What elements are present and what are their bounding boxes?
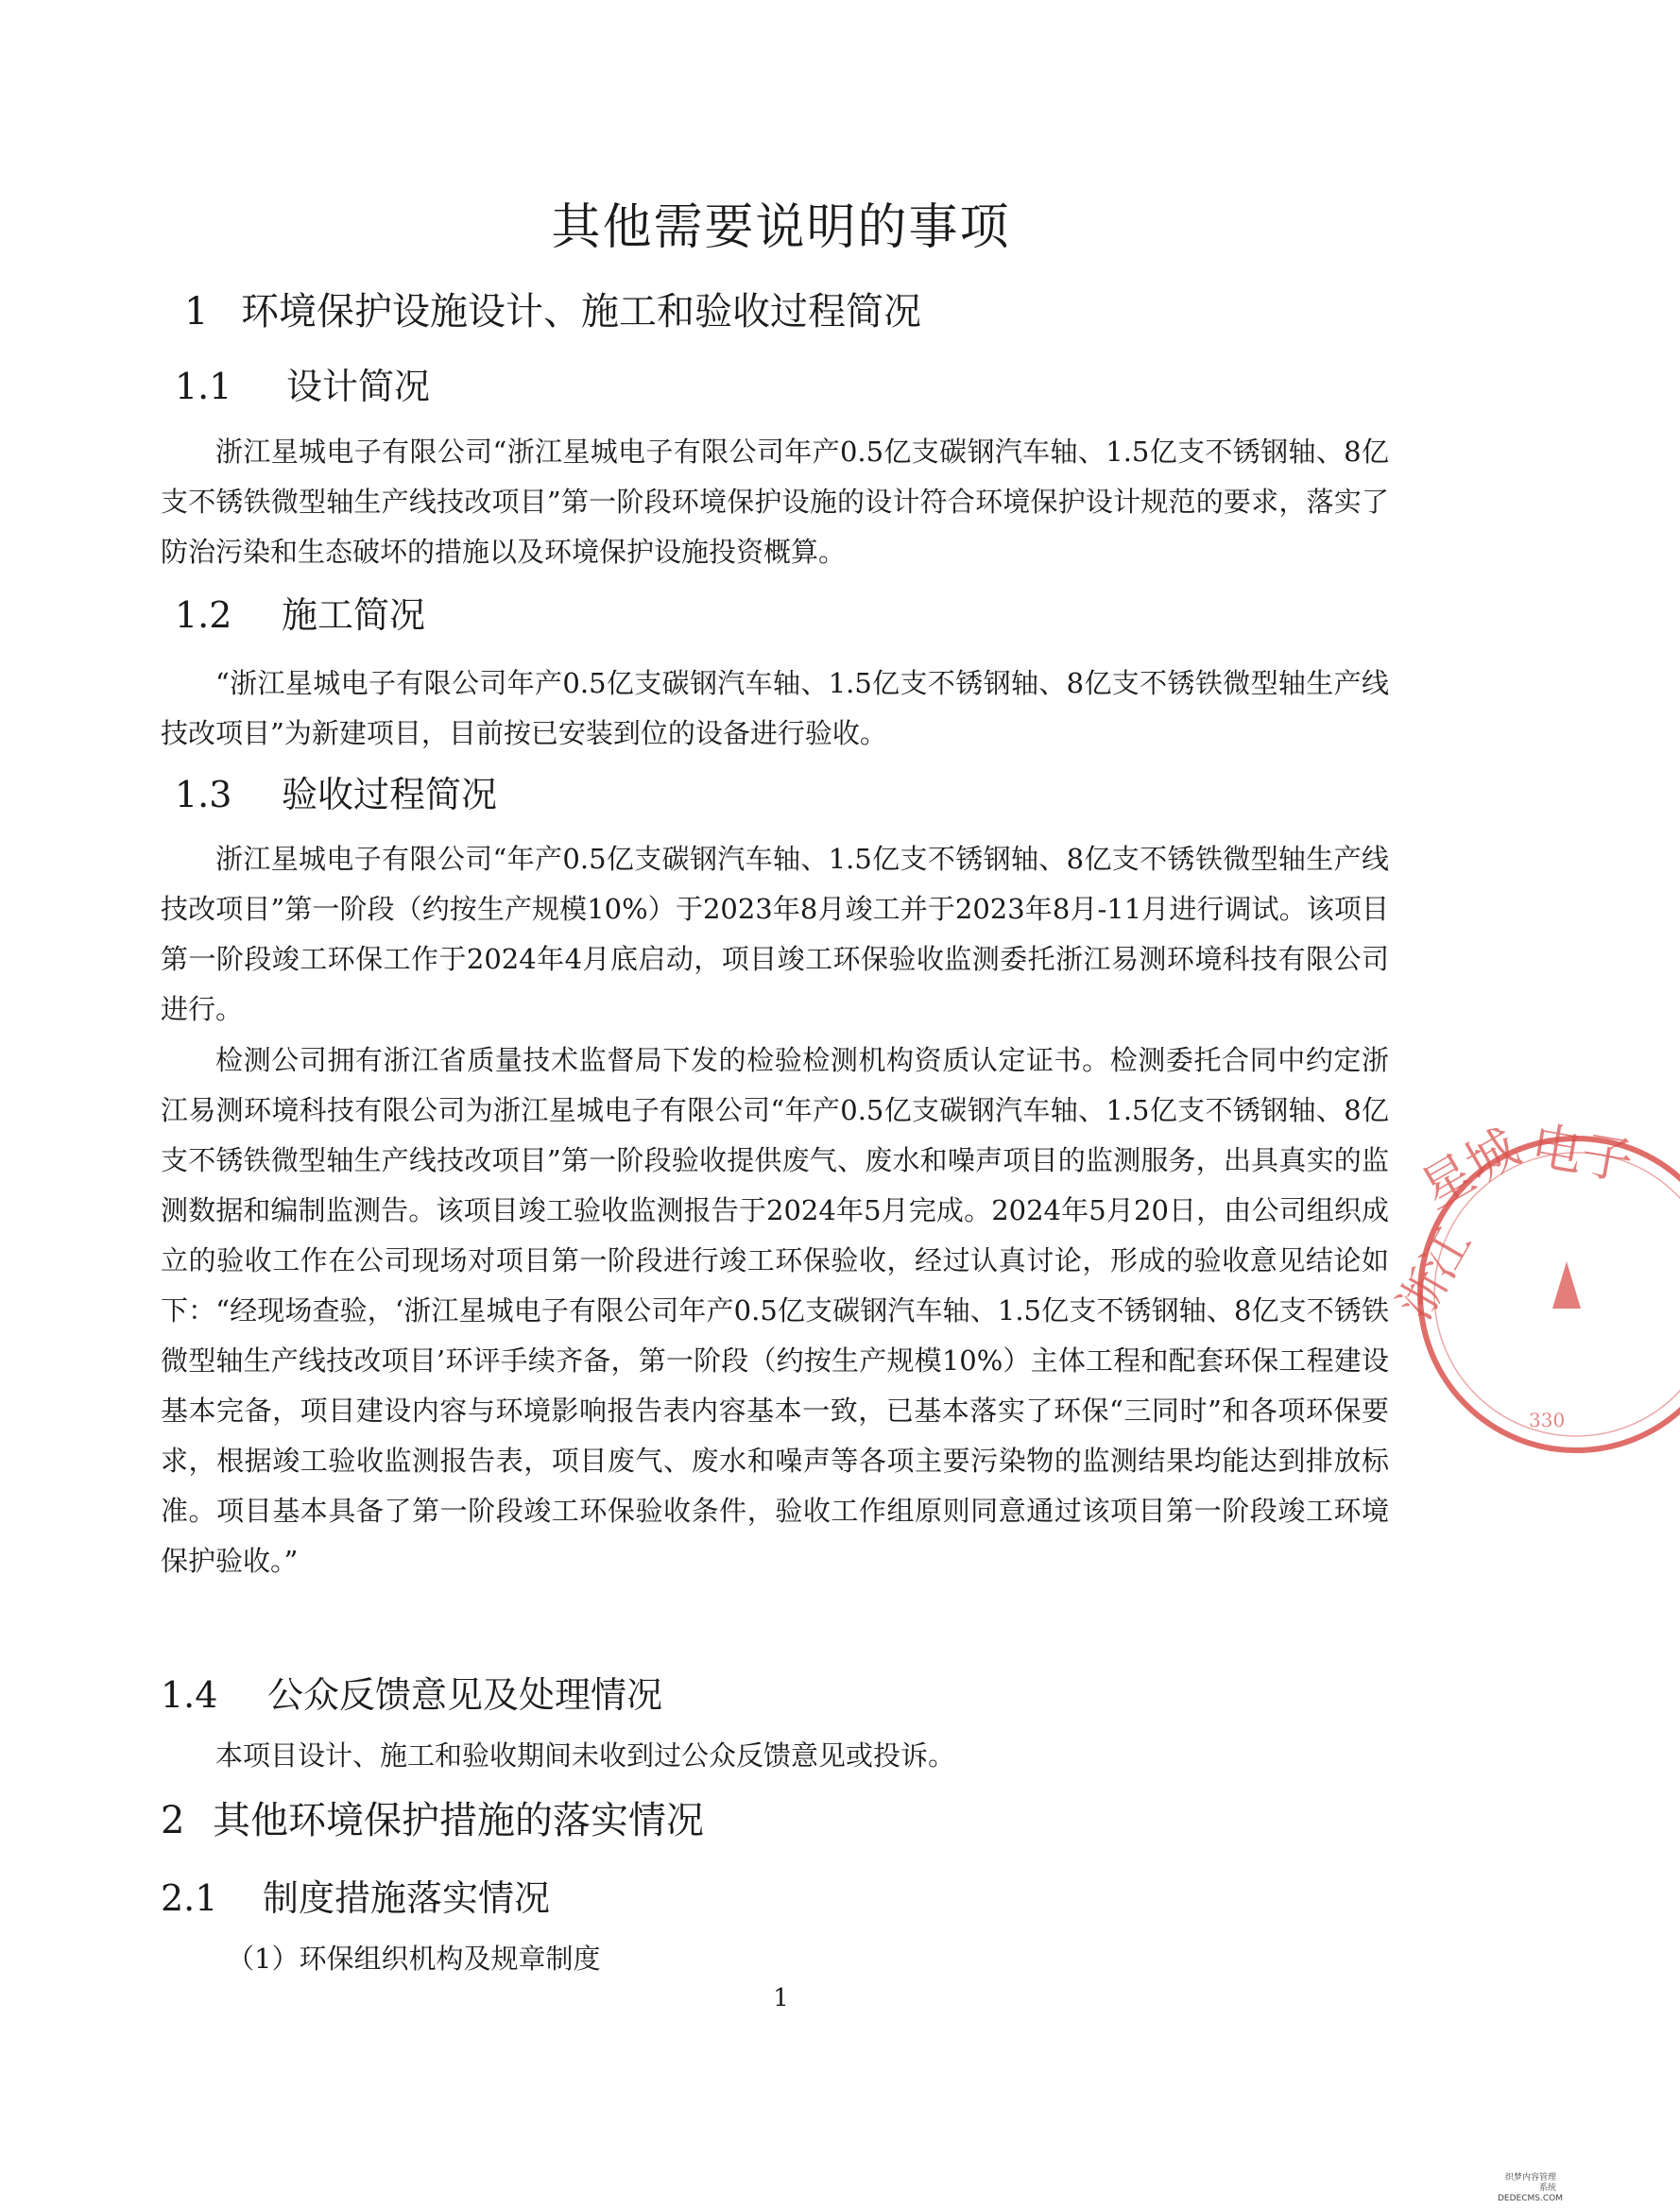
corner-watermark [1498,2173,1563,2204]
section-number: 2 [161,1799,185,1842]
section-number: 1.4 [161,1674,218,1716]
paragraph-item-1: （1）环保组织机构及规章制度 [227,1943,601,1975]
svg-text:330: 330 [1529,1409,1566,1431]
section-title: 施工简况 [282,594,426,636]
watermark-line-1: 织梦内容管理系统 [1504,2173,1556,2193]
paragraph-design: 浙江星城电子有限公司“浙江星城电子有限公司年产0.5亿支碳钢汽车轴、1.5亿支不锈钢轴、8亿支不锈铁微型轴生产线技改项目”第一阶段环境保护设施的设计符合环境保护设计规范的要求，落实了防治污染和生态破坏的措施以及环境保护设施投资概算。 [161,436,1389,568]
watermark-line-2: DEDECMS.COM [1498,2194,1563,2203]
page-number: 1 [773,1984,789,2012]
paragraph-monitoring: 检测公司拥有浙江省质量技术监督局下发的检验检测机构资质认定证书。检测委托合同中约定浙江易测环境科技有限公司为浙江星城电子有限公司“年产0.5亿支碳钢汽车轴、1.5亿支不锈钢轴、8亿支不锈铁微型轴生产线技改项目”第一阶段验收提供废气、废水和噪声项目的监测服务，出具真实的监测数据和编制监测告。该项目竣工验收监测报告于2024年5月完成。2024年5月20日，由公司组织成立的验收工作在公司现场对项目第一阶段进行竣工环保验收，经过认真讨论，形成的验收意见结论如下：“经现场查验，‘浙江星城电子有限公司年产0.5亿支碳钢汽车轴、1.5亿支不锈钢轴、8亿支不锈铁微型轴生产线技改项目’环评手续齐备，第一阶段（约按生产规模10%）主体工程和配套环保工程建设基本完备，项目建设内容与环境影响报告表内容基本一致，已基本落实了环保“三同时”和各项环保要求，根据竣工验收监测报告表，项目废气、废水和噪声等各项主要污染物的监测结果均能达到排放标准。项目基本具备了第一阶段竣工环保验收条件，验收工作组原则同意通过该项目第一阶段竣工环境保护验收。” [161,1044,1389,1577]
paragraph-construction: “浙江星城电子有限公司年产0.5亿支碳钢汽车轴、1.5亿支不锈钢轴、8亿支不锈铁微型轴生产线技改项目”为新建项目，目前按已安装到位的设备进行验收。 [161,667,1389,749]
section-title: 验收过程简况 [282,774,498,815]
section-title: 其他环境保护措施的落实情况 [213,1799,704,1842]
section-number: 1 [184,290,209,334]
section-1-heading [184,282,921,335]
section-1-3-heading [175,765,497,817]
section-1-1-heading [175,357,430,409]
section-title: 公众反馈意见及处理情况 [267,1674,663,1716]
svg-text:星城: 星城 [1411,1117,1530,1221]
company-seal-stamp [1368,1105,1680,1483]
section-1-4-heading [161,1666,662,1718]
svg-text:浙江: 浙江 [1387,1219,1483,1328]
paragraph-public-feedback: 本项目设计、施工和验收期间未收到过公众反馈意见或投诉。 [215,1739,956,1772]
section-2-heading [161,1790,704,1844]
svg-text:电子: 电子 [1526,1115,1638,1192]
section-title: 环境保护设施设计、施工和验收过程简况 [241,290,921,334]
section-title: 设计简况 [286,366,431,407]
paragraph-acceptance-process: 浙江星城电子有限公司“年产0.5亿支碳钢汽车轴、1.5亿支不锈钢轴、8亿支不锈铁微型轴生产线技改项目”第一阶段（约按生产规模10%）于2023年8月竣工并于2023年8月-11月进行调试。该项目第一阶段竣工环保工作于2024年4月底启动，项目竣工环保验收监测委托浙江易测环境科技有限公司进行。 [161,843,1389,1025]
section-number: 2.1 [161,1877,218,1919]
section-title: 制度措施落实情况 [263,1877,551,1919]
document-title: 其他需要说明的事项 [551,199,1011,256]
section-number: 1.3 [175,774,232,815]
section-number: 1.2 [175,594,232,636]
section-number: 1.1 [175,366,232,407]
section-1-2-heading [175,586,425,638]
section-2-1-heading [161,1869,550,1921]
